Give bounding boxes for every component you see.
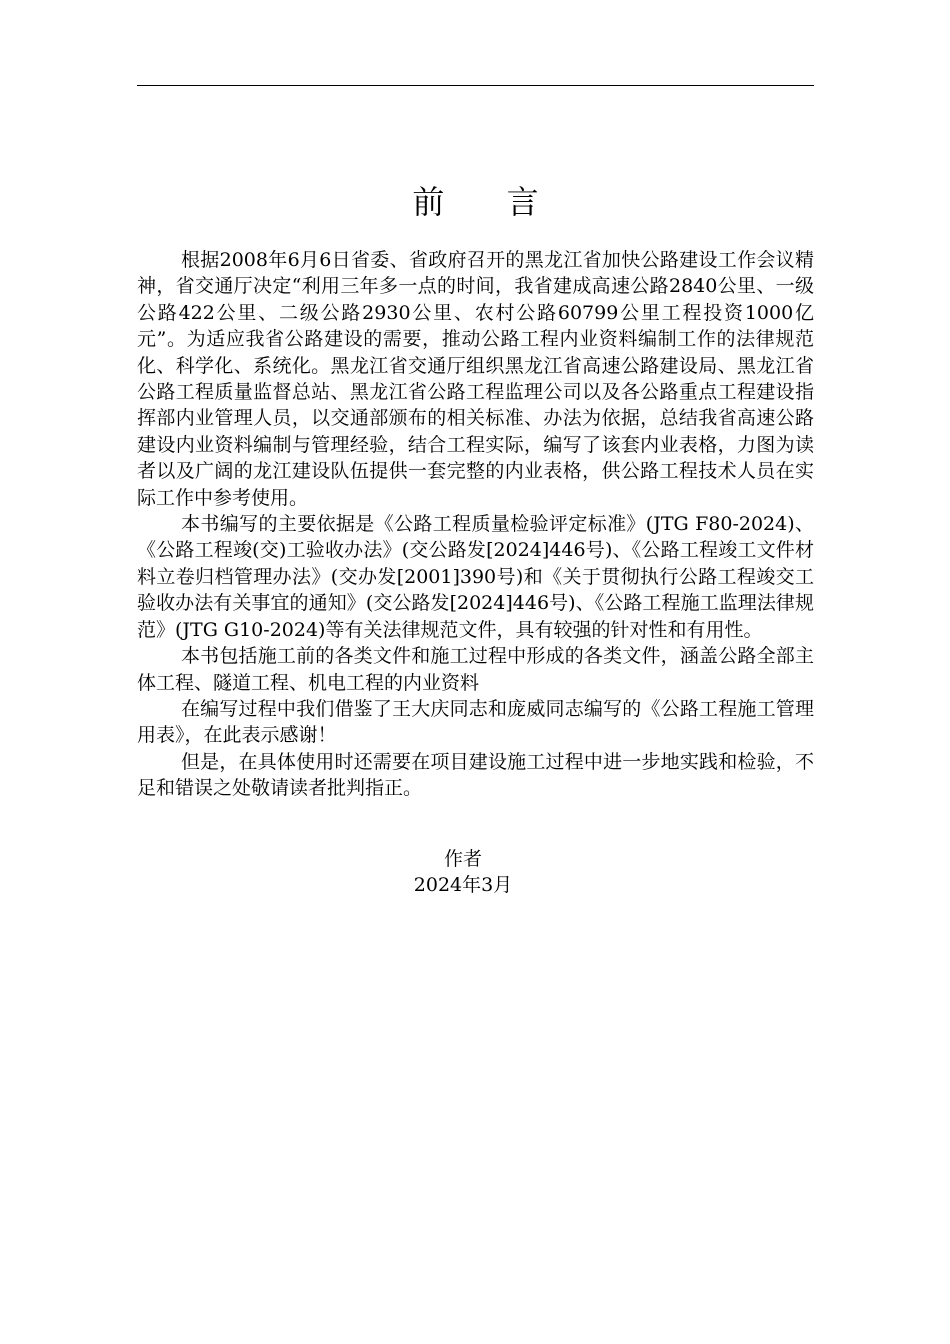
paragraph-3: 本书包括施工前的各类文件和施工过程中形成的各类文件，涵盖公路全部主体工程、隧道工程、机电工程的内业资料 <box>137 645 814 694</box>
author-label: 作者 <box>443 848 482 870</box>
paragraph-2: 本书编写的主要依据是《公路工程质量检验评定标准》(JTG F80-2024)、《公路工程竣(交)工验收办法》(交公路发[2024]446号)、《公路工程竣工文件材料立卷归档管理办法》(交办发[2001]390号)和《关于贯彻执行公路工程竣交工验收办法有关事宜的通知》(交公路发[2024]446号)、《公路工程施工监理法律规范》(JTG G10-2024)等有关法律规范文件，具有较强的针对性和有用性。 <box>137 513 814 641</box>
paragraph-4: 在编写过程中我们借鉴了王大庆同志和庞威同志编写的《公路工程施工管理用表》，在此表示感谢！ <box>137 697 814 747</box>
page-title: 前 言 <box>412 183 565 221</box>
paragraph-1: 根据2008年6月6日省委、省政府召开的黑龙江省加快公路建设工作会议精神，省交通厅决定“利用三年多一点的时间，我省建成高速公路2840公里、一级公路422公里、二级公路2930公里、农村公路60799公里工程投资1000亿元”。为适应我省公路建设的需要，推动公路工程内业资料编制工作的法律规范化、科学化、系统化。黑龙江省交通厅组织黑龙江省高速公路建设局、黑龙江省公路工程质量监督总站、黑龙江省公路工程监理公司以及各公路重点工程建设指挥部内业管理人员，以交通部颁布的相关标准、办法为依据，总结我省高速公路建设内业资料编制与管理经验，结合工程实际，编写了该套内业表格，力图为读者以及广阔的龙江建设队伍提供一套完整的内业表格，供公路工程技术人员在实际工作中参考使用。 <box>137 249 814 509</box>
date-label: 2024年3月 <box>413 874 513 897</box>
signature-block <box>137 846 814 899</box>
header-rule <box>137 85 814 86</box>
preface-body <box>137 247 814 802</box>
paragraph-5: 但是，在具体使用时还需要在项目建设施工过程中进一步地实践和检验，不足和错误之处敬请读者批判指正。 <box>137 750 814 800</box>
